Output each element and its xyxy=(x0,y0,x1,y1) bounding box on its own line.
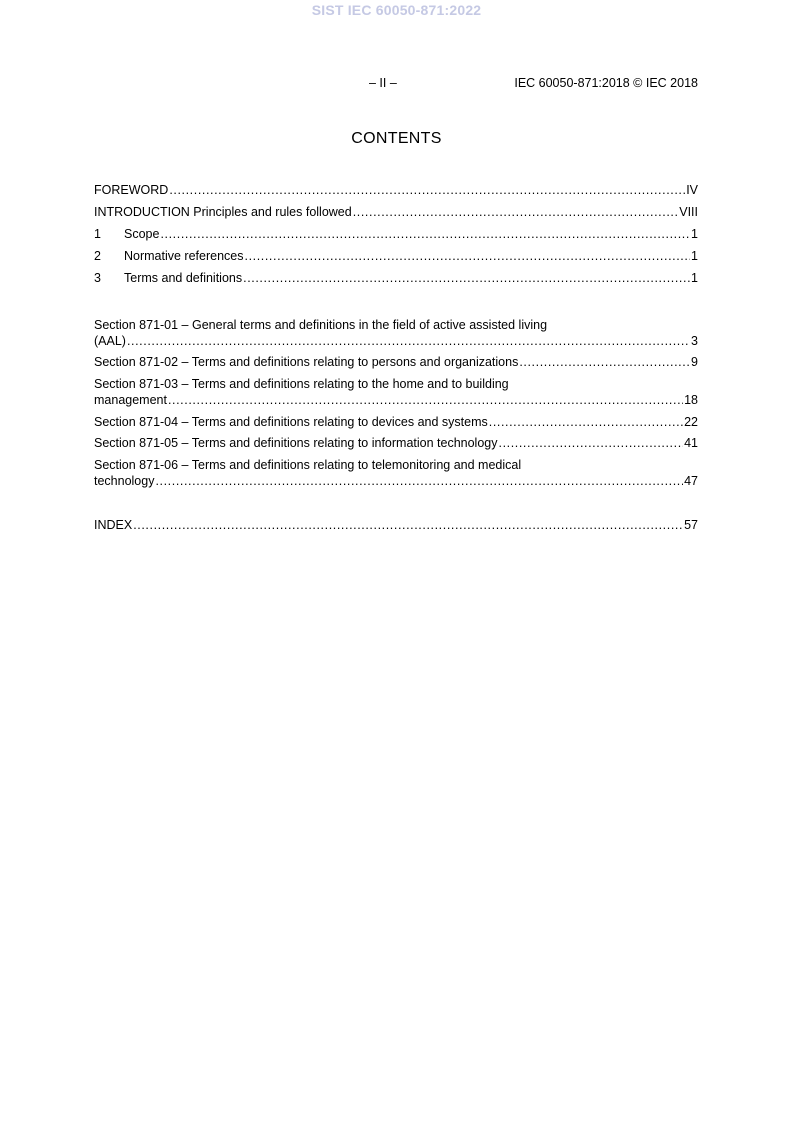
toc-entry-label: Section 871-02 – Terms and definitions relating to persons and organizations xyxy=(94,355,519,369)
toc-entry-label: Section 871-05 – Terms and definitions relating to information technology xyxy=(94,436,498,450)
dot-leader xyxy=(169,182,685,198)
toc-entry-label: Scope xyxy=(124,227,160,241)
toc-entry-page: 1 xyxy=(691,227,698,241)
toc-entry-section-871-02[interactable] xyxy=(94,354,698,370)
toc-entry-introduction[interactable] xyxy=(94,204,698,220)
toc-entry-section-871-05[interactable] xyxy=(94,435,698,451)
toc-entry-section-871-03[interactable] xyxy=(94,376,698,408)
toc-entry-label: Normative references xyxy=(124,249,244,263)
toc-entry-section-871-04[interactable] xyxy=(94,414,698,430)
toc-entry-page: 41 xyxy=(684,436,698,450)
toc-entry-page: 18 xyxy=(684,393,698,407)
toc-entry-terms-and-definitions[interactable] xyxy=(94,270,698,286)
toc-entry-label-line2: (AAL) xyxy=(94,334,126,348)
toc-entry-page: IV xyxy=(686,183,698,197)
toc-entry-page: 3 xyxy=(691,334,698,348)
toc-entry-section-871-01[interactable] xyxy=(94,317,698,349)
toc-entry-page: 1 xyxy=(691,271,698,285)
dot-leader xyxy=(489,414,683,430)
toc-entry-label-line2: technology xyxy=(94,474,155,488)
toc-entry-label: INTRODUCTION Principles and rules followed xyxy=(94,205,352,219)
toc-entry-normative-references[interactable] xyxy=(94,248,698,264)
dot-leader xyxy=(168,392,683,408)
toc-entry-label: FOREWORD xyxy=(94,183,169,197)
dot-leader xyxy=(519,354,690,370)
dot-leader xyxy=(155,473,683,489)
copyright-line: IEC 60050-871:2018 © IEC 2018 xyxy=(514,76,698,90)
dot-leader xyxy=(353,204,679,220)
toc-entry-label-line1: Section 871-06 – Terms and definitions relating to telemonitoring and medical xyxy=(94,458,522,472)
toc-clause-number: 1 xyxy=(94,227,101,241)
toc-entry-page: 9 xyxy=(691,355,698,369)
dot-leader xyxy=(499,435,684,451)
toc-entry-label-line2: management xyxy=(94,393,167,407)
toc-entry-section-871-06[interactable] xyxy=(94,457,698,489)
toc-clause-number: 3 xyxy=(94,271,101,285)
dot-leader xyxy=(127,333,690,349)
toc-entry-index[interactable] xyxy=(94,517,698,533)
dot-leader xyxy=(133,517,683,533)
dot-leader xyxy=(245,248,691,264)
toc-entry-label-line1: Section 871-03 – Terms and definitions relating to the home and to building xyxy=(94,377,509,391)
dot-leader xyxy=(160,226,690,242)
toc-entry-page: 1 xyxy=(691,249,698,263)
toc-entry-label-line1: Section 871-01 – General terms and definitions in the field of active assisted living xyxy=(94,318,548,332)
toc-entry-label: INDEX xyxy=(94,518,133,532)
toc-entry-scope[interactable] xyxy=(94,226,698,242)
dot-leader xyxy=(243,270,690,286)
watermark: SIST IEC 60050-871:2022 xyxy=(311,2,482,18)
toc-entry-page: 22 xyxy=(684,415,698,429)
toc-entry-page: 57 xyxy=(684,518,698,532)
toc-entry-label: Section 871-04 – Terms and definitions relating to devices and systems xyxy=(94,415,488,429)
toc-clause-number: 2 xyxy=(94,249,101,263)
toc-entry-foreword[interactable] xyxy=(94,182,698,198)
toc-entry-page: VIII xyxy=(679,205,698,219)
toc-entry-label: Terms and definitions xyxy=(124,271,243,285)
contents-title: CONTENTS xyxy=(351,130,442,147)
page-number: – II – xyxy=(369,76,397,90)
toc-entry-page: 47 xyxy=(684,474,698,488)
